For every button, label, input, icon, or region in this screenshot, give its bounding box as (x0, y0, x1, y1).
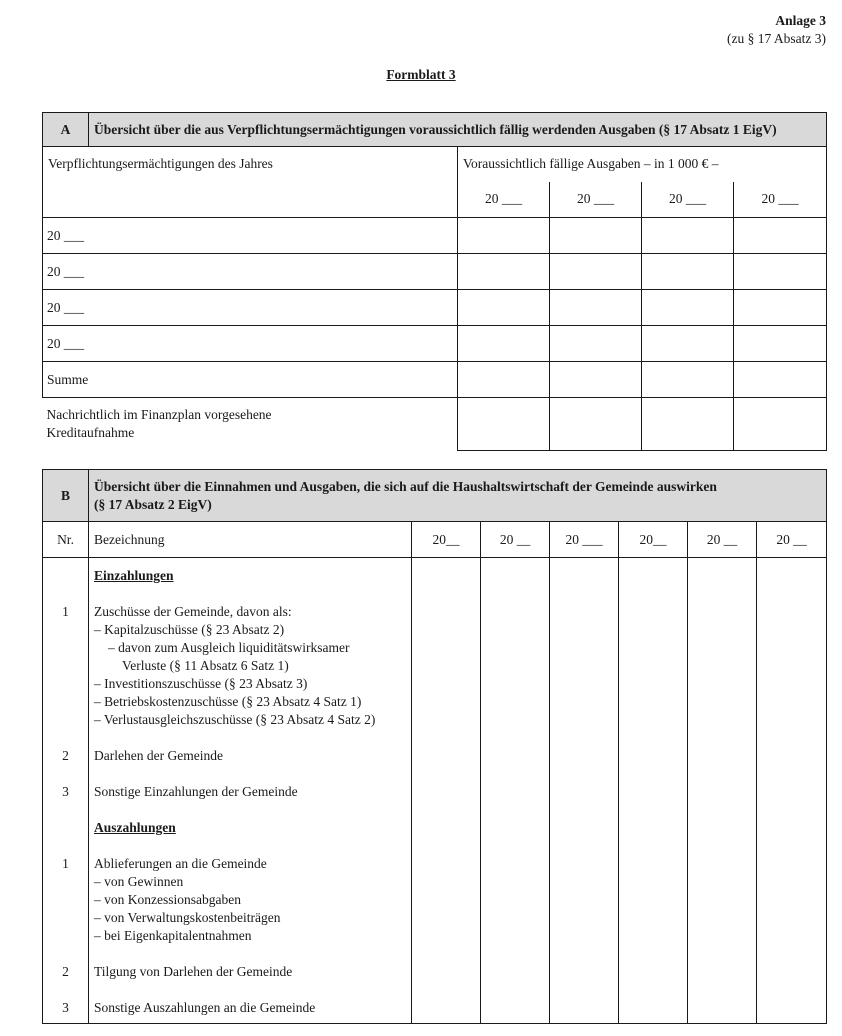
table-cell[interactable] (550, 398, 642, 451)
table-b-year-header: 20 ___ (550, 522, 619, 558)
table-b-heading (89, 470, 827, 522)
list-item: Ablieferungen an die Gemeinde (94, 856, 267, 871)
table-cell[interactable] (458, 398, 550, 451)
table-b-heading-line: Übersicht über die Einnahmen und Ausgaben, die sich auf die Haushaltswirtschaft der Gemeinde auswirken (94, 478, 717, 494)
table-b-letter: B (43, 470, 89, 522)
table-a-year-header: 20 ___ (642, 182, 734, 218)
table-a-year-header: 20 ___ (550, 182, 642, 218)
table-a-row-label: 20 ___ (43, 326, 458, 362)
table-cell[interactable] (734, 398, 827, 451)
table-a-row-label: 20 ___ (43, 254, 458, 290)
table-cell[interactable] (734, 326, 827, 362)
table-cell[interactable] (550, 254, 642, 290)
list-item: – Investitionszuschüsse (§ 23 Absatz 3) (94, 676, 308, 691)
table-row (43, 290, 827, 326)
table-a (42, 112, 827, 451)
table-cell[interactable] (550, 326, 642, 362)
list-item: – von Verwaltungskostenbeiträgen (94, 910, 281, 925)
table-cell[interactable] (734, 362, 827, 398)
list-item: Tilgung von Darlehen der Gemeinde (94, 964, 293, 979)
table-cell[interactable] (550, 218, 642, 254)
table-b-heading-line: (§ 17 Absatz 2 EigV) (94, 496, 212, 512)
list-item: Zuschüsse der Gemeinde, davon als: (94, 604, 292, 619)
table-cell[interactable] (642, 362, 734, 398)
table-row (43, 362, 827, 398)
table-a-row-label: 20 ___ (43, 290, 458, 326)
table-cell[interactable] (550, 362, 642, 398)
table-cell[interactable] (688, 558, 757, 1024)
row-number: 1 (62, 604, 69, 619)
table-cell[interactable] (734, 254, 827, 290)
table-cell[interactable] (550, 558, 619, 1024)
table-a-letter: A (43, 113, 89, 147)
table-cell[interactable] (642, 326, 734, 362)
table-a-year-header: 20 ___ (458, 182, 550, 218)
section-heading-einzahlungen: Einzahlungen (94, 568, 174, 583)
row-number: 3 (62, 784, 69, 799)
table-a-column-label-expenses: Voraussichtlich fällige Ausgaben – in 1 000 € – (458, 147, 827, 182)
bezeichnung-column (89, 558, 412, 1024)
table-cell[interactable] (642, 398, 734, 451)
table-row (43, 398, 827, 451)
table-row (43, 326, 827, 362)
table-cell[interactable] (734, 218, 827, 254)
table-a-row-sum: Summe (43, 362, 458, 398)
list-item: – von Gewinnen (94, 874, 184, 889)
list-item: – davon zum Ausgleich liquiditätswirksamer (108, 640, 350, 655)
table-cell[interactable] (734, 290, 827, 326)
list-item: – Verlustausgleichszuschüsse (§ 23 Absatz 4 Satz 2) (94, 712, 376, 727)
table-a-column-label-years: Verpflichtungsermächtigungen des Jahres (43, 147, 458, 218)
table-cell[interactable] (458, 290, 550, 326)
note-line: Kreditaufnahme (46, 425, 135, 441)
list-item: Darlehen der Gemeinde (94, 748, 223, 763)
table-cell[interactable] (458, 254, 550, 290)
form-title: Formblatt 3 (386, 67, 456, 82)
table-row (43, 218, 827, 254)
note-line: Nachrichtlich im Finanzplan vorgesehene (46, 407, 272, 423)
table-a-heading: Übersicht über die aus Verpflichtungsermächtigungen voraussichtlich fällig werdenden Ausgaben (§ 17 Absatz 1 EigV) (89, 113, 827, 147)
table-cell[interactable] (642, 218, 734, 254)
row-number: 2 (62, 748, 69, 763)
list-item: – von Konzessionsabgaben (94, 892, 241, 907)
table-cell[interactable] (642, 254, 734, 290)
list-item: – Betriebskostenzuschüsse (§ 23 Absatz 4 Satz 1) (94, 694, 362, 709)
document-header (727, 12, 826, 48)
list-item: Sonstige Einzahlungen der Gemeinde (94, 784, 298, 799)
table-cell[interactable] (757, 558, 827, 1024)
table-cell[interactable] (642, 290, 734, 326)
table-b-year-header: 20 __ (757, 522, 827, 558)
table-cell[interactable] (458, 362, 550, 398)
section-heading-auszahlungen: Auszahlungen (94, 820, 176, 835)
table-b-year-header: 20__ (412, 522, 481, 558)
table-b-year-header: 20 __ (688, 522, 757, 558)
list-item: Sonstige Auszahlungen an die Gemeinde (94, 1000, 316, 1015)
table-cell[interactable] (619, 558, 688, 1024)
table-a-note (43, 398, 458, 451)
list-item: – Kapitalzuschüsse (§ 23 Absatz 2) (94, 622, 285, 637)
column-header-bezeichnung: Bezeichnung (89, 522, 412, 558)
table-b-year-header: 20__ (619, 522, 688, 558)
table-a-year-header: 20 ___ (734, 182, 827, 218)
column-header-nr: Nr. (43, 522, 89, 558)
list-item: Verluste (§ 11 Absatz 6 Satz 1) (122, 658, 289, 673)
table-row (43, 254, 827, 290)
table-cell[interactable] (481, 558, 550, 1024)
table-cell[interactable] (550, 290, 642, 326)
list-item: – bei Eigenkapitalentnahmen (94, 928, 252, 943)
row-number: 1 (62, 856, 69, 871)
nr-column (43, 558, 89, 1024)
table-b (42, 469, 827, 1024)
table-a-row-label: 20 ___ (43, 218, 458, 254)
anlage-reference: (zu § 17 Absatz 3) (727, 31, 826, 46)
row-number: 3 (62, 1000, 69, 1015)
anlage-label: Anlage 3 (775, 13, 826, 28)
table-cell[interactable] (458, 326, 550, 362)
table-cell[interactable] (412, 558, 481, 1024)
row-number: 2 (62, 964, 69, 979)
table-b-year-header: 20 __ (481, 522, 550, 558)
table-cell[interactable] (458, 218, 550, 254)
